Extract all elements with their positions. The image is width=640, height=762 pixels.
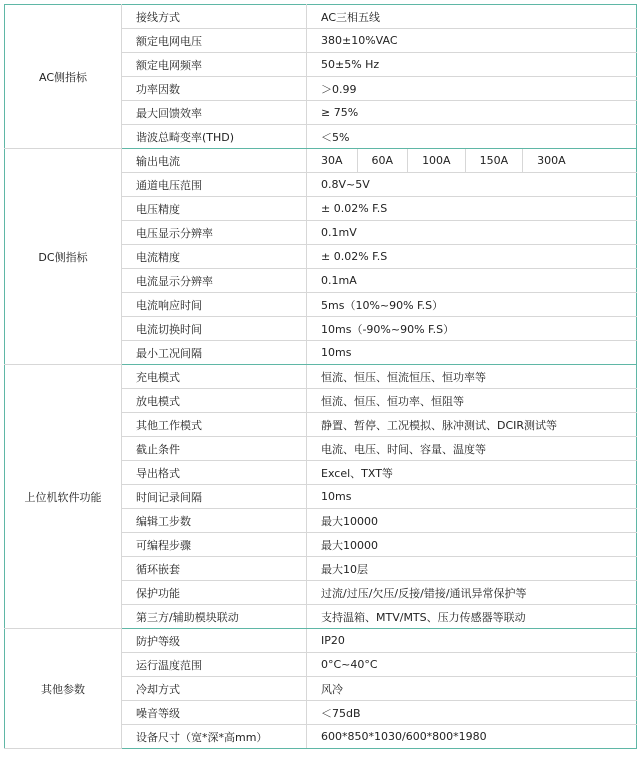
group-title-dc: DC侧指标 bbox=[5, 149, 122, 365]
param-label: 噪音等级 bbox=[122, 701, 307, 725]
param-value: AC三相五线 bbox=[307, 5, 637, 29]
param-label: 放电模式 bbox=[122, 389, 307, 413]
param-value: 5ms（10%~90% F.S） bbox=[307, 293, 637, 317]
param-value: 0°C~40°C bbox=[307, 653, 637, 677]
current-option: 300A bbox=[537, 154, 566, 167]
param-label: 最大回馈效率 bbox=[122, 101, 307, 125]
param-value: IP20 bbox=[307, 629, 637, 653]
param-value: 10ms（-90%~90% F.S） bbox=[307, 317, 637, 341]
group-title-ac: AC侧指标 bbox=[5, 5, 122, 149]
table-row bbox=[5, 5, 637, 29]
param-value: 最大10000 bbox=[307, 533, 637, 557]
current-option: 150A bbox=[466, 149, 524, 172]
param-value: 最大10000 bbox=[307, 509, 637, 533]
param-label: 输出电流 bbox=[122, 149, 307, 173]
param-value: 50±5% Hz bbox=[307, 53, 637, 77]
param-value: 10ms bbox=[307, 485, 637, 509]
param-label: 电流精度 bbox=[122, 245, 307, 269]
current-option: 30A bbox=[307, 149, 358, 172]
param-label: 功率因数 bbox=[122, 77, 307, 101]
current-option: 100A bbox=[408, 149, 466, 172]
param-label: 运行温度范围 bbox=[122, 653, 307, 677]
param-label: 电压显示分辨率 bbox=[122, 221, 307, 245]
param-label: 导出格式 bbox=[122, 461, 307, 485]
param-value: 600*850*1030/600*800*1980 bbox=[307, 725, 637, 749]
param-value: 电流、电压、时间、容量、温度等 bbox=[307, 437, 637, 461]
param-label: 设备尺寸（宽*深*高mm） bbox=[122, 725, 307, 749]
param-label: 电流响应时间 bbox=[122, 293, 307, 317]
param-value: ± 0.02% F.S bbox=[307, 197, 637, 221]
param-value: 支持温箱、MTV/MTS、压力传感器等联动 bbox=[307, 605, 637, 629]
param-label: 可编程步骤 bbox=[122, 533, 307, 557]
param-label: 防护等级 bbox=[122, 629, 307, 653]
param-value: 静置、暂停、工况模拟、脉冲测试、DCIR测试等 bbox=[307, 413, 637, 437]
param-label: 电流显示分辨率 bbox=[122, 269, 307, 293]
param-label: 接线方式 bbox=[122, 5, 307, 29]
group-title-other: 其他参数 bbox=[5, 629, 122, 749]
param-value: 最大10层 bbox=[307, 557, 637, 581]
param-value: ≥ 75% bbox=[307, 101, 637, 125]
param-value: ＜5% bbox=[307, 125, 637, 149]
param-value: 风冷 bbox=[307, 677, 637, 701]
param-label: 截止条件 bbox=[122, 437, 307, 461]
param-label: 额定电网电压 bbox=[122, 29, 307, 53]
table-row bbox=[5, 149, 637, 173]
param-label: 谐波总畸变率(THD) bbox=[122, 125, 307, 149]
param-label: 冷却方式 bbox=[122, 677, 307, 701]
param-label: 保护功能 bbox=[122, 581, 307, 605]
group-title-software: 上位机软件功能 bbox=[5, 365, 122, 629]
param-value: 恒流、恒压、恒功率、恒阻等 bbox=[307, 389, 637, 413]
param-label: 额定电网频率 bbox=[122, 53, 307, 77]
param-label: 第三方/辅助模块联动 bbox=[122, 605, 307, 629]
param-label: 其他工作模式 bbox=[122, 413, 307, 437]
param-label: 最小工况间隔 bbox=[122, 341, 307, 365]
param-value: Excel、TXT等 bbox=[307, 461, 637, 485]
table-row bbox=[5, 365, 637, 389]
param-label: 循环嵌套 bbox=[122, 557, 307, 581]
param-label: 编辑工步数 bbox=[122, 509, 307, 533]
param-value: 0.1mA bbox=[307, 269, 637, 293]
param-value: 0.1mV bbox=[307, 221, 637, 245]
output-current-options bbox=[307, 149, 637, 173]
param-value: ＞0.99 bbox=[307, 77, 637, 101]
table-row bbox=[5, 629, 637, 653]
param-value: 10ms bbox=[307, 341, 637, 365]
param-value: 恒流、恒压、恒流恒压、恒功率等 bbox=[307, 365, 637, 389]
spec-table bbox=[4, 4, 637, 749]
param-value: 过流/过压/欠压/反接/错接/通讯异常保护等 bbox=[307, 581, 637, 605]
param-label: 电压精度 bbox=[122, 197, 307, 221]
param-label: 时间记录间隔 bbox=[122, 485, 307, 509]
param-label: 电流切换时间 bbox=[122, 317, 307, 341]
param-value: ＜75dB bbox=[307, 701, 637, 725]
param-value: 0.8V~5V bbox=[307, 173, 637, 197]
param-label: 通道电压范围 bbox=[122, 173, 307, 197]
param-value: ± 0.02% F.S bbox=[307, 245, 637, 269]
param-value: 380±10%VAC bbox=[307, 29, 637, 53]
param-label: 充电模式 bbox=[122, 365, 307, 389]
current-option: 60A bbox=[358, 149, 409, 172]
